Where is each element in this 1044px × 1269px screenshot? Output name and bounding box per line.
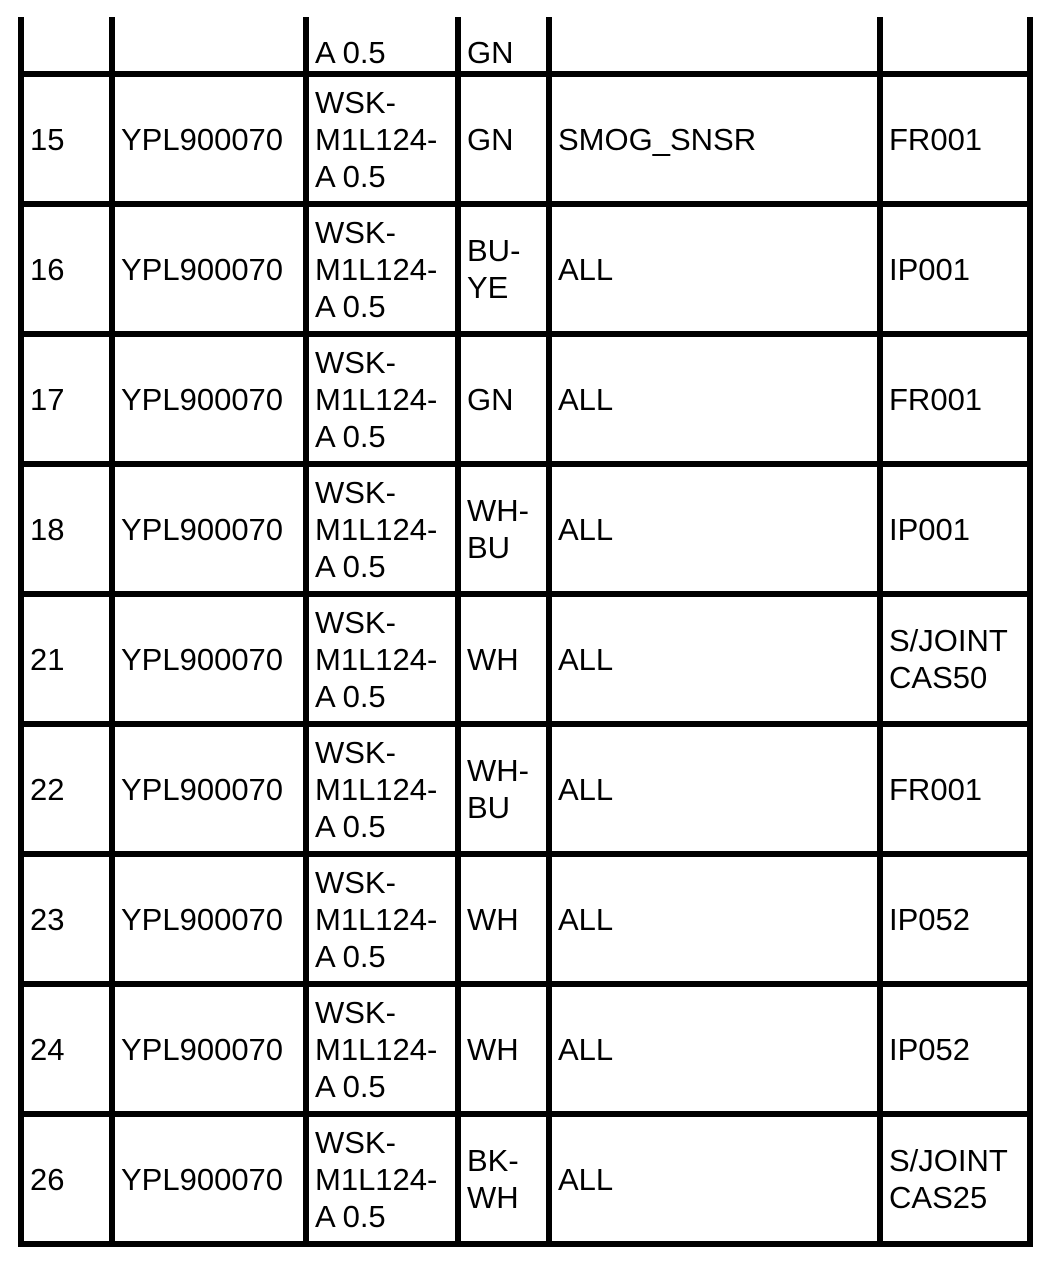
wire-spec-cell-line: WSK- <box>315 474 396 510</box>
cavity-cell <box>21 594 112 724</box>
wire-table-body <box>21 17 1030 1244</box>
cavity-cell-text: 24 <box>30 1031 65 1067</box>
wire-spec-cell-line: WSK- <box>315 864 396 900</box>
wire-spec-cell-line: WSK- <box>315 344 396 380</box>
part-number-cell <box>112 464 306 594</box>
wire-color-cell-line: YE <box>467 270 509 305</box>
wire-color-cell-line: WH <box>467 641 519 677</box>
connection-cell-line: CAS25 <box>889 1180 988 1215</box>
wire-color-cell-line: BU <box>467 530 511 565</box>
table-row <box>21 74 1030 204</box>
wire-spec-cell <box>306 984 458 1114</box>
part-number-cell-text: YPL900070 <box>121 1031 284 1067</box>
cavity-cell <box>21 1114 112 1244</box>
wire-spec-cell <box>306 594 458 724</box>
table-cell <box>880 17 1030 74</box>
wire-spec-cell-line: WSK- <box>315 214 396 250</box>
cavity-cell-text: 17 <box>30 381 65 417</box>
wire-spec-cell-line: A 0.5 <box>315 938 386 974</box>
table-cell <box>21 17 112 74</box>
wire-spec-cell-line: M1L124- <box>315 1031 438 1067</box>
cavity-cell-text: 15 <box>30 121 65 157</box>
connection-cell <box>880 854 1030 984</box>
table-row <box>21 594 1030 724</box>
cavity-cell <box>21 204 112 334</box>
part-number-cell-text: YPL900070 <box>121 901 284 937</box>
wire-color-cell <box>458 724 549 854</box>
wire-color-cell-line: BU <box>467 790 511 825</box>
wire-table <box>18 17 1033 1247</box>
wire-spec-cell <box>306 74 458 204</box>
variant-cell <box>549 984 880 1114</box>
connection-cell-line: IP001 <box>889 511 971 547</box>
cavity-cell-text: 23 <box>30 901 65 937</box>
wire-spec-cell-line: M1L124- <box>315 381 438 417</box>
connection-cell-line: IP001 <box>889 251 971 287</box>
wire-spec-cell-line: A 0.5 <box>315 548 386 584</box>
wire-spec-cell-line: A 0.5 <box>315 1068 386 1104</box>
wire-color-cell-line: BU- <box>467 233 521 268</box>
table-row-partial <box>21 17 1030 74</box>
part-number-cell-text: YPL900070 <box>121 1161 284 1197</box>
wire-spec-cell <box>306 854 458 984</box>
connection-cell-line: CAS50 <box>889 660 988 695</box>
wire-spec-cell-line: M1L124- <box>315 771 438 807</box>
cavity-cell-text: 26 <box>30 1161 65 1197</box>
table-row <box>21 724 1030 854</box>
variant-cell <box>549 204 880 334</box>
part-number-cell <box>112 594 306 724</box>
table-cell <box>112 17 306 74</box>
cell-text: A 0.5 <box>315 35 386 70</box>
connection-cell-line: FR001 <box>889 121 983 157</box>
part-number-cell <box>112 204 306 334</box>
connection-cell <box>880 204 1030 334</box>
variant-cell-text: ALL <box>558 901 614 937</box>
wire-spec-cell-line: WSK- <box>315 1124 396 1160</box>
part-number-cell <box>112 334 306 464</box>
table-row <box>21 464 1030 594</box>
table-row <box>21 984 1030 1114</box>
cavity-cell <box>21 724 112 854</box>
connection-cell-line: S/JOINT <box>889 1143 1008 1178</box>
table-row <box>21 854 1030 984</box>
cavity-cell-text: 21 <box>30 641 65 677</box>
wire-color-cell-line: WH <box>467 901 519 937</box>
cavity-cell <box>21 334 112 464</box>
connection-cell <box>880 464 1030 594</box>
part-number-cell-text: YPL900070 <box>121 381 284 417</box>
variant-cell <box>549 1114 880 1244</box>
cell-text: GN <box>467 35 514 70</box>
wire-spec-cell-line: M1L124- <box>315 901 438 937</box>
wire-spec-cell-line: M1L124- <box>315 1161 438 1197</box>
connection-cell-line: IP052 <box>889 901 971 937</box>
variant-cell-text: ALL <box>558 511 614 547</box>
variant-cell-text: ALL <box>558 771 614 807</box>
cavity-cell-text: 22 <box>30 771 65 807</box>
part-number-cell-text: YPL900070 <box>121 641 284 677</box>
wire-spec-cell-line: WSK- <box>315 84 396 120</box>
wire-spec-cell-line: M1L124- <box>315 251 438 287</box>
variant-cell-text: ALL <box>558 251 614 287</box>
wire-spec-cell <box>306 724 458 854</box>
part-number-cell <box>112 984 306 1114</box>
wire-color-cell-line: BK- <box>467 1143 519 1178</box>
variant-cell <box>549 464 880 594</box>
cavity-cell <box>21 984 112 1114</box>
part-number-cell-text: YPL900070 <box>121 121 284 157</box>
wire-color-cell <box>458 854 549 984</box>
wire-spec-cell <box>306 334 458 464</box>
wire-color-cell <box>458 334 549 464</box>
wire-spec-cell-line: A 0.5 <box>315 808 386 844</box>
connection-cell-line: FR001 <box>889 771 983 807</box>
variant-cell-text: ALL <box>558 381 614 417</box>
wire-color-cell <box>458 984 549 1114</box>
wire-spec-cell-line: A 0.5 <box>315 1198 386 1234</box>
part-number-cell-text: YPL900070 <box>121 771 284 807</box>
variant-cell <box>549 74 880 204</box>
wire-color-cell-line: WH- <box>467 493 529 528</box>
wire-color-cell <box>458 1114 549 1244</box>
variant-cell <box>549 334 880 464</box>
part-number-cell-text: YPL900070 <box>121 251 284 287</box>
variant-cell-text: ALL <box>558 1161 614 1197</box>
wire-spec-cell-line: WSK- <box>315 994 396 1030</box>
variant-cell-text: ALL <box>558 641 614 677</box>
table-row <box>21 204 1030 334</box>
connection-cell-line: FR001 <box>889 381 983 417</box>
table-cell <box>458 17 549 74</box>
variant-cell-text: SMOG_SNSR <box>558 121 757 157</box>
cavity-cell <box>21 464 112 594</box>
connection-cell <box>880 334 1030 464</box>
wire-spec-cell-line: A 0.5 <box>315 418 386 454</box>
wire-color-cell-line: WH- <box>467 753 529 788</box>
cavity-cell <box>21 854 112 984</box>
wire-color-cell <box>458 74 549 204</box>
part-number-cell-text: YPL900070 <box>121 511 284 547</box>
connection-cell-line: S/JOINT <box>889 623 1008 658</box>
part-number-cell <box>112 854 306 984</box>
wire-spec-cell-line: WSK- <box>315 734 396 770</box>
wire-color-cell <box>458 594 549 724</box>
variant-cell-text: ALL <box>558 1031 614 1067</box>
connection-cell <box>880 984 1030 1114</box>
table-row <box>21 334 1030 464</box>
part-number-cell <box>112 724 306 854</box>
cavity-cell-text: 16 <box>30 251 65 287</box>
wire-color-cell-line: WH <box>467 1180 519 1215</box>
wire-spec-cell-line: A 0.5 <box>315 678 386 714</box>
wire-color-cell-line: GN <box>467 381 514 417</box>
wire-spec-cell-line: M1L124- <box>315 121 438 157</box>
wire-spec-cell-line: A 0.5 <box>315 158 386 194</box>
variant-cell <box>549 854 880 984</box>
connection-cell <box>880 74 1030 204</box>
connection-cell <box>880 594 1030 724</box>
wire-spec-cell-line: A 0.5 <box>315 288 386 324</box>
connection-cell <box>880 1114 1030 1244</box>
part-number-cell <box>112 1114 306 1244</box>
table-cell <box>306 17 458 74</box>
variant-cell <box>549 594 880 724</box>
connection-cell <box>880 724 1030 854</box>
cavity-cell-text: 18 <box>30 511 65 547</box>
wire-spec-cell <box>306 1114 458 1244</box>
wire-spec-cell <box>306 204 458 334</box>
variant-cell <box>549 724 880 854</box>
table-row <box>21 1114 1030 1244</box>
table-cell <box>549 17 880 74</box>
wire-spec-cell-line: M1L124- <box>315 641 438 677</box>
wire-color-cell-line: GN <box>467 121 514 157</box>
wire-color-cell-line: WH <box>467 1031 519 1067</box>
wire-color-cell <box>458 204 549 334</box>
wire-color-cell <box>458 464 549 594</box>
connection-cell-line: IP052 <box>889 1031 971 1067</box>
part-number-cell <box>112 74 306 204</box>
wire-spec-cell <box>306 464 458 594</box>
wire-spec-cell-line: M1L124- <box>315 511 438 547</box>
cavity-cell <box>21 74 112 204</box>
wire-spec-cell-line: WSK- <box>315 604 396 640</box>
